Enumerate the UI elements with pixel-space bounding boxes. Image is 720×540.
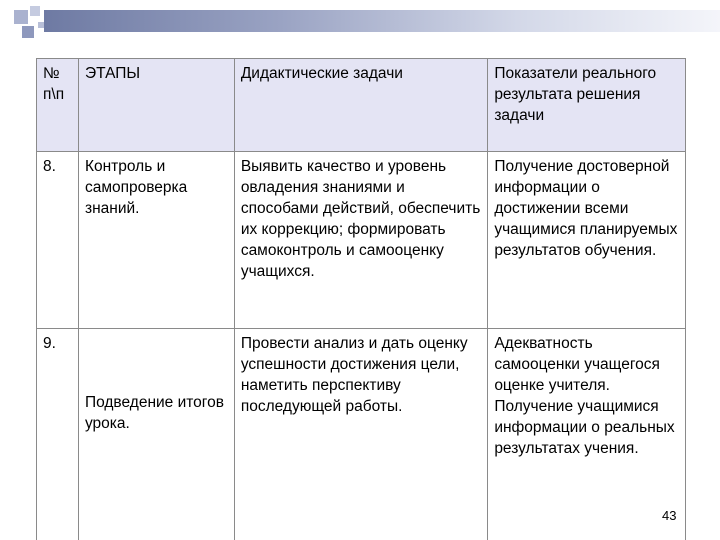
decorative-square <box>14 10 28 24</box>
table-row <box>37 329 686 540</box>
header-number: № п\п <box>37 59 79 152</box>
row-tasks: Выявить качество и уровень овладения знаниями и способами действий, обеспечить их коррекцию; формировать самоконтроль и самооценку учащихся. <box>234 152 488 329</box>
row-number: 8. <box>37 152 79 329</box>
table-row <box>37 152 686 329</box>
row-indicators: Получение достоверной информации о достижении всеми учащимися планируемых результатов обучения. <box>488 152 686 329</box>
lesson-stages-table <box>36 58 686 540</box>
row-stage: Подведение итогов урока. <box>78 329 234 540</box>
header-didactic-tasks: Дидактические задачи <box>234 59 488 152</box>
row-tasks: Провести анализ и дать оценку успешности достижения цели, наметить перспективу последующей работы. <box>234 329 488 540</box>
header-stages: ЭТАПЫ <box>78 59 234 152</box>
row-indicators: Адекватность самооценки учащегося оценке учителя. Получение учащимися информации о реальных результатах учения. <box>488 329 686 540</box>
page-number: 43 <box>662 508 677 523</box>
header-banner <box>44 10 720 32</box>
decorative-square <box>30 6 40 16</box>
row-stage: Контроль и самопроверка знаний. <box>78 152 234 329</box>
header-indicators: Показатели реального результата решения задачи <box>488 59 686 152</box>
row-number: 9. <box>37 329 79 540</box>
decorative-square <box>22 26 34 38</box>
table-header-row <box>37 59 686 152</box>
